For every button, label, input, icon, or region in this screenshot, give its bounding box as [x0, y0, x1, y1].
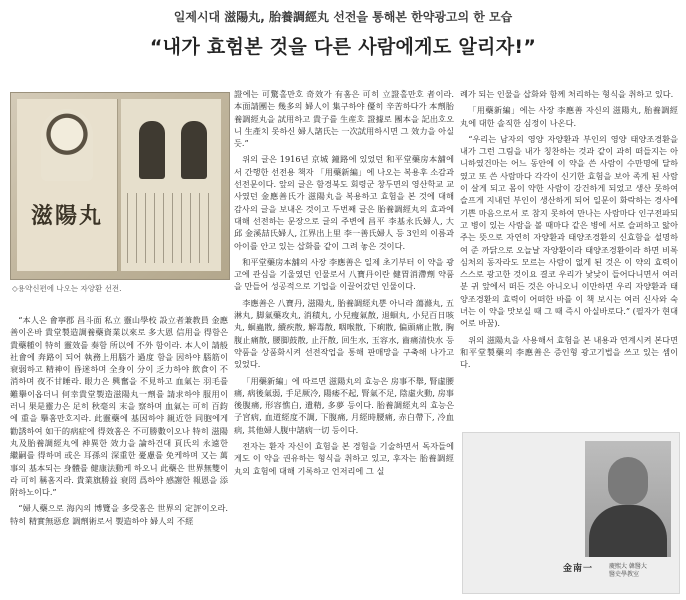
article-column-3 — [460, 88, 678, 418]
author-photo — [585, 441, 671, 557]
figure-illustration — [181, 121, 207, 179]
author-box — [462, 432, 680, 594]
paragraph: 李應善은 八寶丹, 滋陽丸, 胎養調經丸뿐 아니라 蕩滌丸, 五淋丸, 脚氣藥攻丸, 消積丸, 小兒瘦氣散, 退蛔丸, 小兒百日咳丸, 蛔蟲散, 續疾散, 解毒散, 咽喉散, 下痢散, 偏頭痛止散, 胸腹止痛散, 腰脚鼓散, 止汗散, 回生水, 玉容水, 齒痛清快水 등 약품을 상품화시켜 선전작업을 통해 판매망을 구축해 나가고 있었다. — [234, 297, 454, 370]
author-affiliation-line: 醫史學教室 — [609, 571, 640, 578]
paragraph: 전자는 환자 자신이 효험을 본 경험을 기술하면서 독자들에게도 이 약을 권유하는 형식을 취하고 있고, 후자는 胎養調經丸의 효험에 대해 기록하고 언저리에 그 실 — [234, 441, 454, 476]
author-affiliation-line: 慶熙大 韓醫大 — [609, 563, 647, 570]
paragraph: 證에는 可驚홀만호 奇效가 有홈은 可히 立證홀만호 者이라. 本面請團는 幾多의 婦人이 集구하야 優히 辛苦하다가 本劑胎養調經丸을 試用하고 貴子를 生産호 證據로 團本을 記出호오니 生產치 못하신 婦人諸氏는 一次試用하시면 그 效力을 아실 듯.” — [234, 89, 454, 149]
author-affiliation — [609, 563, 647, 579]
portrait-illustration — [41, 109, 93, 181]
old-book-photo — [10, 92, 230, 280]
author-head — [608, 457, 648, 505]
figure-illustration — [139, 121, 165, 179]
paragraph: “우리는 남자의 영양 자양환과 부인의 영양 태양조경환을 내가 그런 그림을 내가 칭찬하는 것과 같이 과히 떠들지는 아니하였건마는 어느 동안에 이 약을 쓴 사람이 수만명에 달하였고 또 쓴 사람마다 각각이 신기한 효험을 보아 족게 된 사람이 살게 되고 몸이 약한 사람이 강건하게 되었고 생산 못하여 슬프게 지내던 부인이 생산하게 되어 일문이 화락하는 경사에 기쁜 마음으로서 로 참지 못하여 만나는 사람마다 인구전파되고 병이 있는 사람을 볼 때마다 같은 병에 서로 슬퍼하고 앓아주는 뜻으로 자연히 자양환과 태양조경환의 신효함을 설명하여 준 까닭으로 오늘날 자양환이라 태양조경환이라 하면 비록 심처의 동자라도 모르는 사람이 없게 된 것은 이 약의 효력이 스스로 광고한 것이요 결코 우리가 낯낮이 들어다니면서 여러분 귀 앞에서 떠든 것은 아니오니 이만하면 우리 자양환과 태양조경환의 효력이 어떠한 바를 이 책 보시는 여러 신사와 숙녀는 이 약을 맛보실 때 그 때 즉시 아실바로다.” (필자가 현대어로 바꿈). — [460, 133, 678, 329]
author-name: 金南一 — [563, 564, 594, 574]
book-product-name: 滋陽丸 — [30, 203, 103, 229]
paragraph: “婦人藥으로 海內의 博覽을 多受홈은 世界의 定評이오라. 特히 精實無惡怠 調劑術로서 製造하야 婦人의 不經 — [10, 503, 228, 526]
paragraph: “本人은 會寧郡 昌斗面 私立 靈山學校 設立者兼教員 金應善이온바 貴堂製造調養藥資業以來로 多大恩 信用을 得함은 貴藥種이 特히 靈效를 奏함 所以에 不外 함이라. 本人이 請般社會에 奔路이 되어 執務上用腦가 過度 함을 因하야 腦筋이 衰弱하고 精神이 昏迷하며 全身이 分이 乏力하야 飲食이 不消하며 夜不甘睡라. 眼力은 興奮을 不見하고 血氣는 羽毛를 難擧이옵더니 何幸貴堂製造滋陽丸一劑를 請求하야 服用이러니 果是靈力은 足히 秋毫의 末을 察하며 血氣는 可히 百鈞에 重을 擧홈만호지라. 此靈藥에 基因하야 親近한 同胞에게 勸誘하여 如干的病症에 得效홈은 不可勝數이오나 特히 滋陽丸及胎養調經丸에 神異한 效力을 論하건대 頁氏의 永遠한 繼嗣를 得하며 或은 耳孫의 深重한 憂慮를 免케하며 又는 萬事의 基本되는 身體를 健康法動케 하오니 此藥은 世界無雙이라 可히 稱홈지라. 貴業旗勝益 衰罔 爲하야 感謝한 報恩을 添附하노이다.” — [10, 315, 228, 498]
headline: “내가 효험본 것을 다른 사람에게도 알리자!” — [149, 36, 537, 58]
subtitle: 일제시대 滋陽丸, 胎養調經丸 선전을 통해본 한약광고의 한 모습 — [173, 10, 513, 24]
author-shoulders — [589, 505, 667, 557]
paragraph: 위의 글은 1916년 京城 鐘路에 있었던 和平堂藥房本舖에서 간행한 선전용 책자 「用藥新編」에 나오는 복용후 소감과 선전문이다. 앞의 글은 함경북도 회령군 창두면의 영산학교 교사였던 金應善氏가 滋陽丸을 복용하고 효험을 본 것에 대해 감사의 글을 보내온 것이고 두번째 글은 胎養調經丸의 효과에 대해 선전하는 문장으로 글의 주변에 昌平 李基永氏婦人, 大邱 金溪喆氏婦人, 江界出上里 李一善氏婦人 등 3인의 이름과 아이를 안고 있는 삽화를 같이 그려 놓은 것이다. — [234, 154, 454, 251]
paragraph: 례가 되는 인물을 삽화와 함께 처리하는 형식을 취하고 있다. — [460, 89, 674, 99]
article-column-1 — [10, 314, 228, 600]
book-text-lines — [127, 193, 215, 263]
paragraph: 「用藥新編」에 따르면 滋陽丸의 효능은 房事不舉, 腎虛腰痛, 病後氣弱, 手足厥冷, 陽痿不起, 腎氣不足, 陰虛火動, 房事後腹痛, 形容憔白, 遺精, 多夢 등이다. 胎養調經丸의 효능은 子宮病, 血道經度不調, 下腹痛, 月經時腰痛, 赤白帶下, 冷血病, 其他婦人腹中諸病一切 등이다. — [234, 375, 454, 435]
paragraph: 「用藥新編」에는 사장 李應善 자신의 滋陽丸, 胎養調經丸에 대한 솔직한 심정이 나온다. — [460, 105, 678, 128]
article-column-2 — [234, 88, 454, 600]
paragraph: 위의 滋陽丸을 사용해서 효험을 본 내용과 연계시켜 본다면 和平堂製藥의 李應善은 증인형 광고기법을 쓰고 있는 셈이다. — [460, 334, 678, 370]
paragraph: 和平堂藥房本舖의 사장 李應善은 일제 초기부터 이 약을 광고에 관심을 기울였던 인물로서 八寶丹이란 健胃消滯劑 약품을 만들어 성공적으로 기업을 이끌어갔던 인물이다. — [234, 256, 454, 292]
photo-caption: ◇용약신편에 나오는 자양환 선전. — [12, 284, 122, 293]
